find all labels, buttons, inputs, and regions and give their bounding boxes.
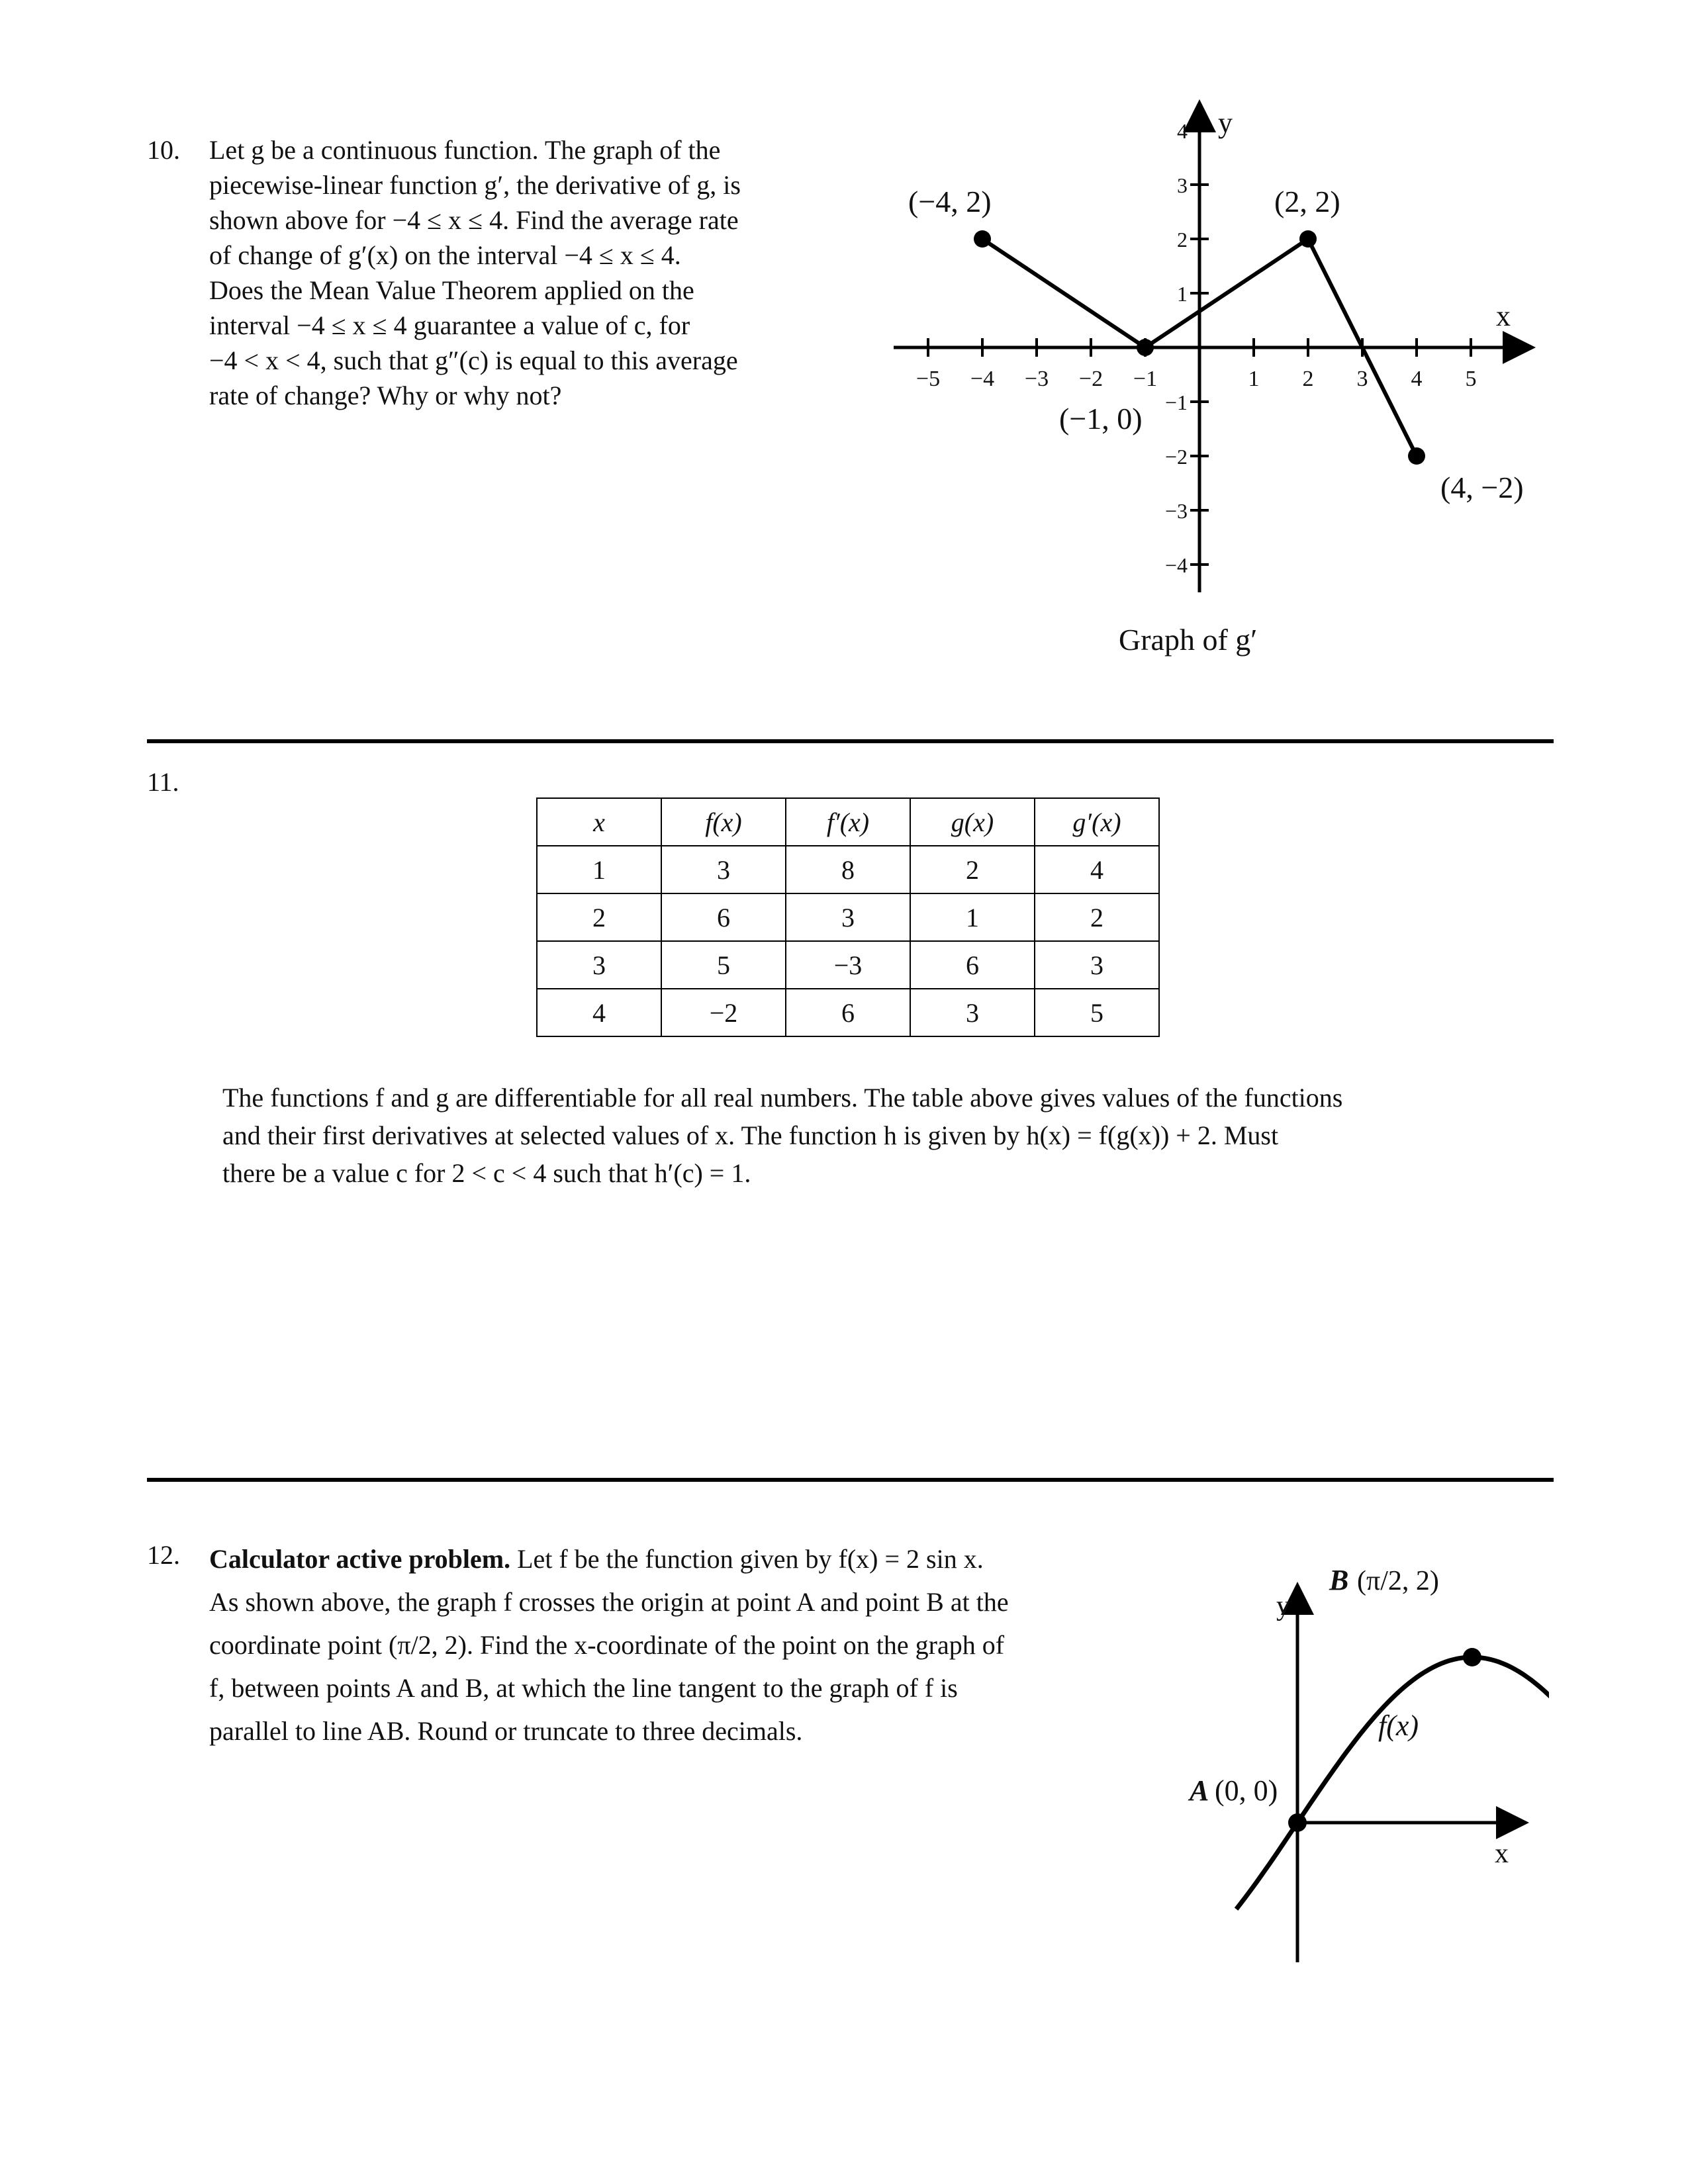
calculator-active-label: Calculator active problem. [209,1544,511,1574]
table-cell: 2 [1035,893,1159,941]
point-b-letter: B [1329,1564,1349,1596]
problem-11-line: and their first derivatives at selected values of x. The function h is given by h(x) = f(g(x)) + 2. Must [222,1120,1279,1150]
x-tick-label: 5 [1465,367,1477,391]
table-cell: 3 [537,941,661,989]
problem-12-number: 12. [147,1540,180,1570]
problem-10-line: Let g be a continuous function. The graph of the [209,135,721,165]
y-axis-label: y [1276,1591,1290,1621]
table-cell: 5 [1035,989,1159,1036]
table-header-row [537,798,1159,846]
table-row [537,893,1159,941]
table-cell: 5 [661,941,786,989]
point-a-coords: (0, 0) [1215,1774,1278,1807]
x-axis-label: x [1496,300,1511,332]
table-cell: 3 [661,846,786,893]
graph-of-f [1178,1535,1549,1985]
table-cell: 3 [1035,941,1159,989]
table-row [537,989,1159,1036]
table-header: f′(x) [786,798,910,846]
curve-label: f(x) [1378,1709,1419,1742]
y-tick-label: 2 [1177,228,1188,251]
problem-10-line: of change of g′(x) on the interval −4 ≤ x ≤ 4. [209,240,681,270]
x-tick-label: −4 [970,367,995,391]
problem-12-line: f, between points A and B, at which the line tangent to the graph of f is [209,1673,958,1703]
table-cell: 8 [786,846,910,893]
problem-11-number: 11. [147,767,179,797]
table-cell: 6 [910,941,1035,989]
problem-12-line: parallel to line AB. Round or truncate to three decimals. [209,1716,803,1746]
point-b-coords: (π/2, 2) [1357,1566,1439,1596]
point-label-2-2: (2, 2) [1274,185,1340,218]
section-divider [147,739,1554,743]
problem-10-line: piecewise-linear function g′, the derivative of g, is [209,170,741,200]
section-divider [147,1478,1554,1482]
problem-10-text [209,132,871,413]
y-tick-label: 4 [1177,119,1188,143]
point-a [1288,1813,1307,1832]
graph-point [1408,447,1425,465]
table-cell: 6 [661,893,786,941]
point-a-letter: A [1190,1774,1209,1807]
point-b [1463,1648,1481,1666]
table-header: g′(x) [1035,798,1159,846]
y-tick-label: −1 [1164,390,1188,414]
problem-12-text [209,1537,1182,1752]
y-axis-label: y [1218,107,1233,139]
x-tick-label: 3 [1356,367,1368,391]
problem-12-line: As shown above, the graph f crosses the origin at point A and point B at the [209,1587,1009,1617]
x-tick-label: −2 [1078,367,1103,391]
table-cell: 2 [537,893,661,941]
problem-10-number: 10. [147,135,180,165]
problem-10-line: rate of change? Why or why not? [209,381,562,410]
table-cell: 4 [537,989,661,1036]
x-axis-label: x [1495,1839,1509,1869]
table-row [537,941,1159,989]
table-cell: 1 [910,893,1035,941]
problem-10-line: Does the Mean Value Theorem applied on the [209,275,694,305]
problem-12-line: coordinate point (π/2, 2). Find the x-coordinate of the point on the graph of [209,1630,1005,1660]
problem-12-line [209,1537,1182,1580]
values-table [536,797,1160,1037]
table-cell: −3 [786,941,910,989]
y-tick-label: −2 [1164,445,1188,469]
table-cell: 6 [786,989,910,1036]
y-tick-label: 3 [1177,173,1188,197]
problem-10-line: interval −4 ≤ x ≤ 4 guarantee a value of c, for [209,310,690,340]
x-tick-label: −3 [1024,367,1049,391]
table-row [537,846,1159,893]
table-cell: −2 [661,989,786,1036]
problem-10-line: shown above for −4 ≤ x ≤ 4. Find the average rate [209,205,739,235]
point-label-minus1-0: (−1, 0) [1059,402,1143,435]
graph-of-g-prime [861,93,1589,675]
table-header: g(x) [910,798,1035,846]
point-label-minus4-2: (−4, 2) [908,185,992,218]
x-tick-label: −5 [915,367,941,391]
table-cell: 2 [910,846,1035,893]
problem-11-line: there be a value c for 2 < c < 4 such that h′(c) = 1. [222,1158,751,1188]
table-cell: 1 [537,846,661,893]
problem-11-text [222,1079,1546,1192]
table-cell: 3 [786,893,910,941]
y-tick-label: −3 [1164,499,1188,523]
table-header: f(x) [661,798,786,846]
f-curve [1237,1657,1549,1909]
x-tick-label: 1 [1248,367,1260,391]
x-tick-label: 4 [1411,367,1423,391]
table-header: x [537,798,661,846]
problem-12-line1-rest: Let f be the function given by f(x) = 2 sin x. [510,1544,984,1574]
graph-point [1299,230,1317,248]
graph-point [1137,339,1154,356]
graph-caption: Graph of g′ [1119,623,1258,657]
y-tick-label: 1 [1177,282,1188,306]
y-tick-label: −4 [1164,553,1188,577]
x-tick-label: 2 [1302,367,1314,391]
table-cell: 3 [910,989,1035,1036]
problem-10-line: −4 < x < 4, such that g″(c) is equal to this average [209,345,738,375]
point-label-4-minus2: (4, −2) [1440,471,1524,504]
table-cell: 4 [1035,846,1159,893]
problem-11-line: The functions f and g are differentiable for all real numbers. The table above gives values of the functions [222,1083,1343,1113]
graph-point [974,230,991,248]
x-tick-label: −1 [1133,367,1158,391]
